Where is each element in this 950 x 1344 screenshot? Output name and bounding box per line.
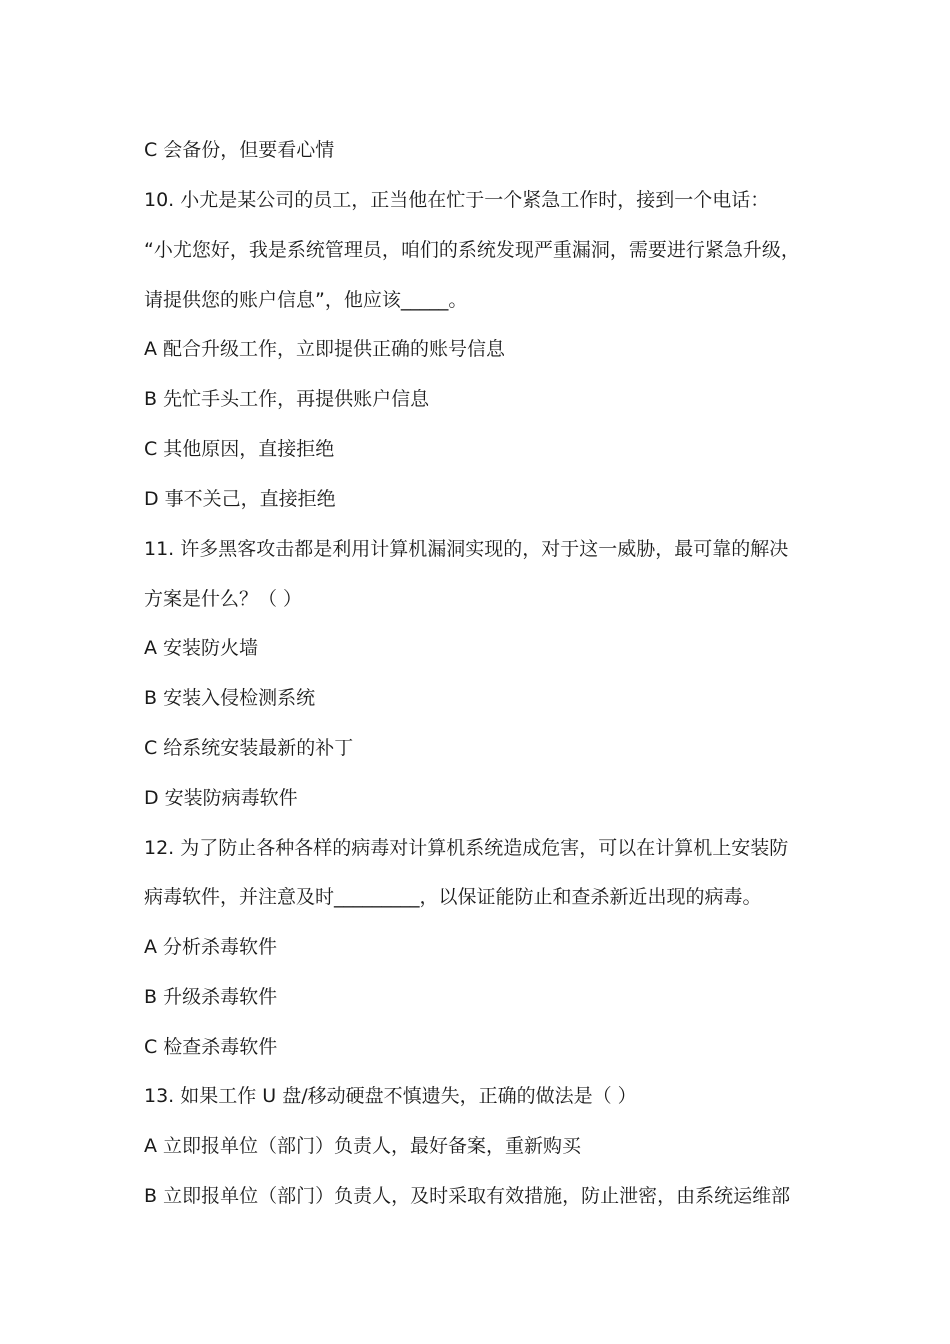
- option-13b: B 立即报单位（部门）负责人，及时采取有效措施，防止泄密，由系统运维部: [144, 1185, 791, 1207]
- question-12-line-1: 12. 为了防止各种各样的病毒对计算机系统造成危害，可以在计算机上安装防: [144, 837, 789, 859]
- option-12a: A 分析杀毒软件: [144, 936, 278, 958]
- option-9c: C 会备份，但要看心情: [144, 139, 335, 161]
- option-12c: C 检查杀毒软件: [144, 1036, 278, 1058]
- option-11b: B 安装入侵检测系统: [144, 687, 316, 709]
- option-10c: C 其他原因，直接拒绝: [144, 438, 335, 460]
- question-12-line-2: 病毒软件，并注意及时_________，以保证能防止和查杀新近出现的病毒。: [144, 886, 762, 908]
- option-11c: C 给系统安装最新的补丁: [144, 737, 354, 759]
- question-10-line-2: “小尤您好，我是系统管理员，咱们的系统发现严重漏洞，需要进行紧急升级，: [144, 239, 800, 261]
- question-11-line-2: 方案是什么？（ ）: [144, 588, 303, 610]
- question-13: 13. 如果工作 U 盘/移动硬盘不慎遗失，正确的做法是（ ）: [144, 1085, 637, 1107]
- option-13a: A 立即报单位（部门）负责人，最好备案，重新购买: [144, 1135, 582, 1157]
- option-12b: B 升级杀毒软件: [144, 986, 278, 1008]
- option-11a: A 安装防火墙: [144, 637, 259, 659]
- option-10a: A 配合升级工作，立即提供正确的账号信息: [144, 338, 506, 360]
- question-10-line-1: 10. 小尤是某公司的员工，正当他在忙于一个紧急工作时，接到一个电话：: [144, 189, 770, 211]
- option-10b: B 先忙手头工作，再提供账户信息: [144, 388, 430, 410]
- option-11d: D 安装防病毒软件: [144, 787, 298, 809]
- question-10-line-3: 请提供您的账户信息”，他应该_____。: [144, 289, 468, 311]
- question-11-line-1: 11. 许多黑客攻击都是利用计算机漏洞实现的，对于这一威胁，最可靠的解决: [144, 538, 789, 560]
- option-10d: D 事不关己，直接拒绝: [144, 488, 336, 510]
